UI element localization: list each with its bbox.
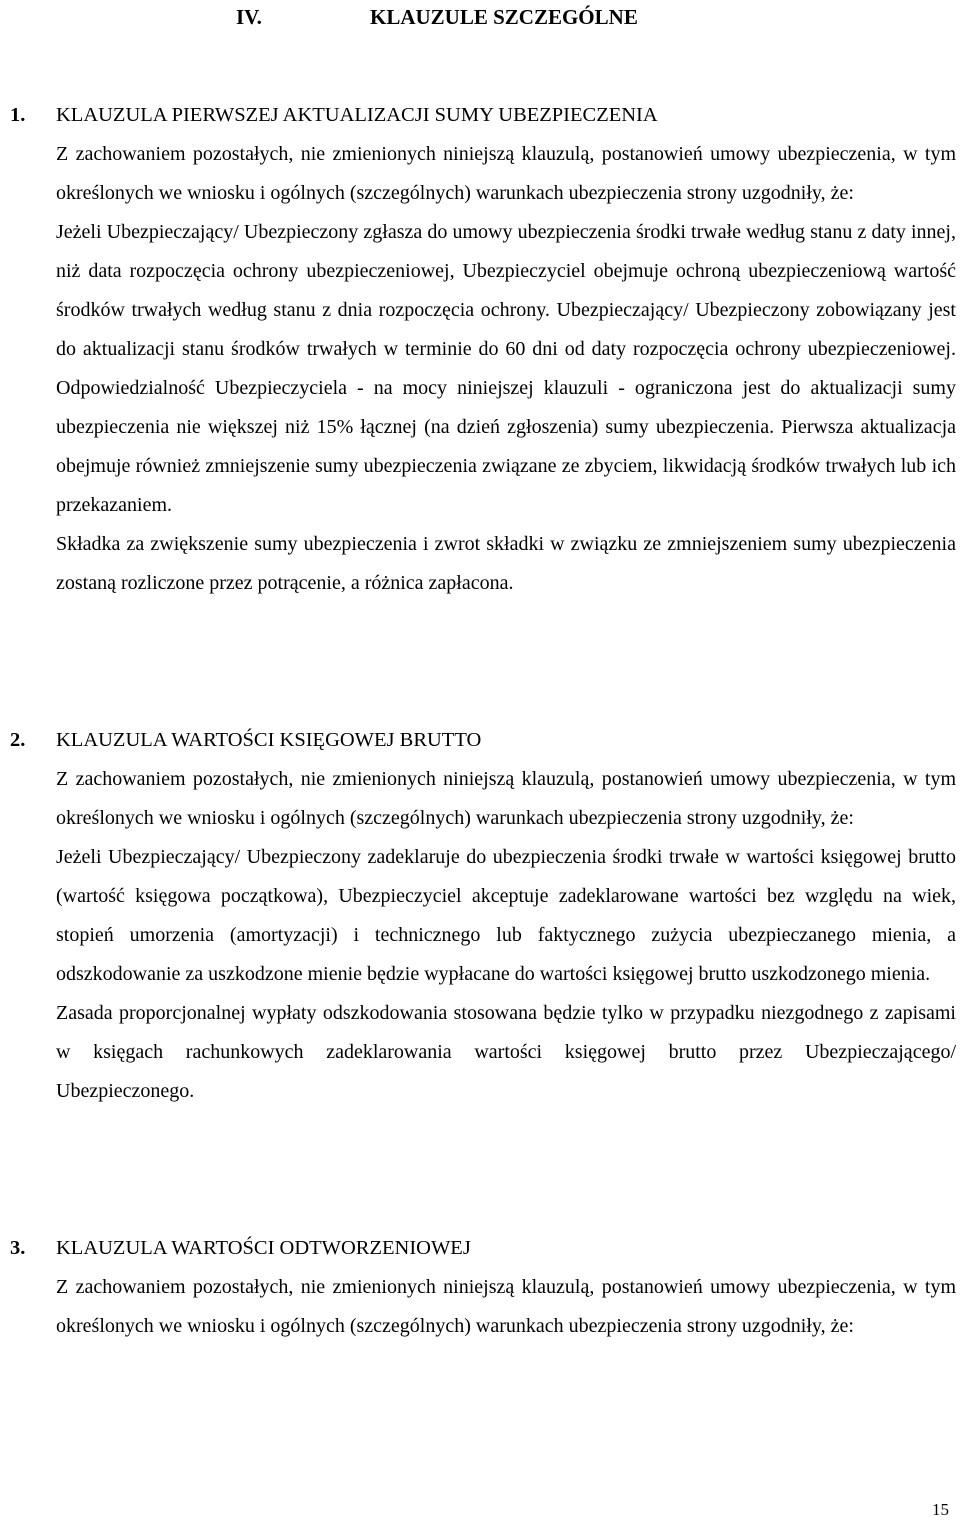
clause-intro-paragraph: Z zachowaniem pozostałych, nie zmienionych niniejszą klauzulą, postanowień umowy ubezpieczenia, w tym określonych we wniosku i ogólnych (szczególnych) warunkach ubezpieczenia strony uzgodniły, że:: [56, 143, 956, 204]
clause-title: KLAUZULA WARTOŚCI KSIĘGOWEJ BRUTTO: [56, 729, 482, 751]
clause-number: 1.: [10, 104, 26, 126]
clause-body-paragraph: Jeżeli Ubezpieczający/ Ubezpieczony zadeklaruje do ubezpieczenia środki trwałe w wartości księgowej brutto (wartość księgowa początkowa), Ubezpieczyciel akceptuje zadeklarowane wartości bez względu na wiek, stopień umorzenia (amortyzacji) i technicznego lub faktycznego zużycia ubezpieczanego mienia, a odszkodowanie za uszkodzone mienie będzie wypłacane do wartości księgowej brutto uszkodzonego mienia.: [56, 846, 956, 985]
clause-number: 3.: [10, 1237, 26, 1259]
clause-intro-paragraph: Z zachowaniem pozostałych, nie zmienionych niniejszą klauzulą, postanowień umowy ubezpieczenia, w tym określonych we wniosku i ogólnych (szczególnych) warunkach ubezpieczenia strony uzgodniły, że:: [56, 768, 956, 829]
clause-1: [0, 96, 960, 603]
clause-title: KLAUZULA PIERWSZEJ AKTUALIZACJI SUMY UBEZPIECZENIA: [56, 104, 658, 126]
section-title: [236, 4, 638, 30]
clause-heading: [0, 1229, 960, 1268]
clause-body-paragraph: Zasada proporcjonalnej wypłaty odszkodowania stosowana będzie tylko w przypadku niezgodnego z zapisami w księgach rachunkowych zadeklarowania wartości księgowej brutto przez Ubezpieczającego/ Ubezpieczonego.: [56, 1002, 956, 1102]
clause-2: [0, 721, 960, 1111]
page-number: 15: [932, 1500, 949, 1519]
clause-intro-paragraph: Z zachowaniem pozostałych, nie zmienionych niniejszą klauzulą, postanowień umowy ubezpieczenia, w tym określonych we wniosku i ogólnych (szczególnych) warunkach ubezpieczenia strony uzgodniły, że:: [56, 1276, 956, 1337]
clause-body-paragraph: Jeżeli Ubezpieczający/ Ubezpieczony zgłasza do umowy ubezpieczenia środki trwałe według stanu z daty innej, niż data rozpoczęcia ochrony ubezpieczeniowej, Ubezpieczyciel obejmuje ochroną ubezpieczeniową wartość środków trwałych według stanu z dnia rozpoczęcia ochrony. Ubezpieczający/ Ubezpieczony zobowiązany jest do aktualizacji stanu środków trwałych w terminie do 60 dni od daty rozpoczęcia ochrony ubezpieczeniowej. Odpowiedzialność Ubezpieczyciela - na mocy niniejszej klauzuli - ograniczona jest do aktualizacji sumy ubezpieczenia nie większej niż 15% łącznej (na dzień zgłoszenia) sumy ubezpieczenia. Pierwsza aktualizacja obejmuje również zmniejszenie sumy ubezpieczenia związane ze zbyciem, likwidacją środków trwałych lub ich przekazaniem.: [56, 221, 956, 516]
clause-body-paragraph: Składka za zwiększenie sumy ubezpieczenia i zwrot składki w związku ze zmniejszeniem sumy ubezpieczenia zostaną rozliczone przez potrącenie, a różnica zapłacona.: [56, 533, 956, 594]
clause-number: 2.: [10, 729, 26, 751]
section-title-text: KLAUZULE SZCZEGÓLNE: [370, 5, 638, 29]
clause-heading: [0, 96, 960, 135]
clause-3: [0, 1229, 960, 1346]
clause-title: KLAUZULA WARTOŚCI ODTWORZENIOWEJ: [56, 1237, 471, 1259]
clause-heading: [0, 721, 960, 760]
section-number: IV.: [236, 5, 262, 29]
